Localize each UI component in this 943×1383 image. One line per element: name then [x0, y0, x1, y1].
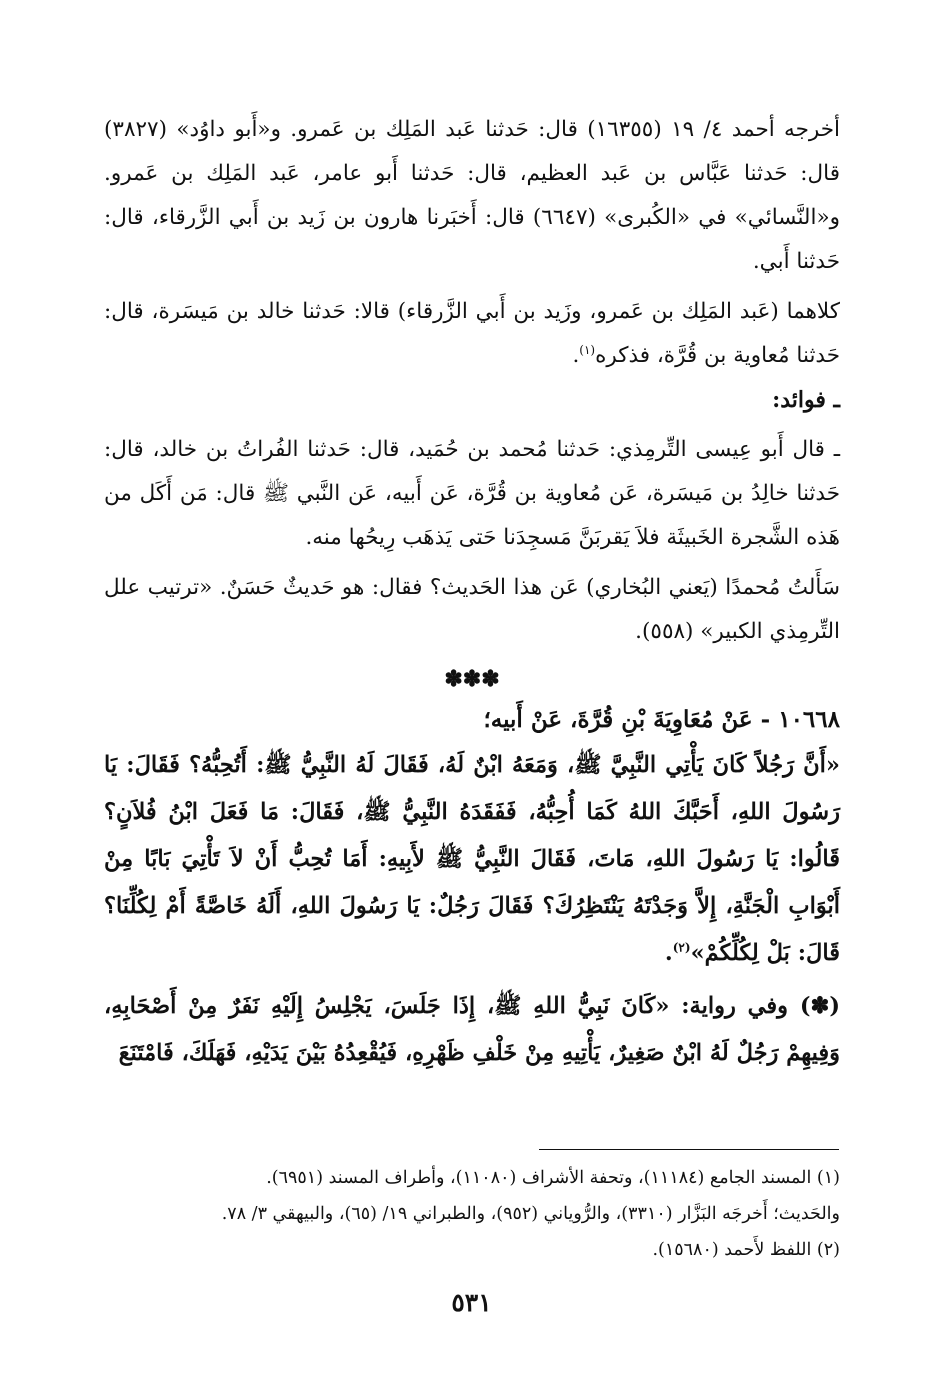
page-number: ٥٣١	[451, 1288, 492, 1317]
footnote-2: (٢) اللفظ لأَحمد (١٥٦٨٠).	[652, 1240, 840, 1260]
section-divider-stars: ✽✽✽	[444, 666, 500, 692]
footnote-ref-1[interactable]: (١)	[579, 342, 596, 357]
hadith-body: «أَنَّ رَجُلاً كَانَ يَأْتِي النَّبِيَّ ﷺ، وَمَعَهُ ابْنٌ لَهُ، فَقَالَ لَهُ النَّبِيُّ ﷺ: أَتُحِبُّهُ؟ فَقَالَ: يَا رَسُولَ اللهِ، أَحَبَّكَ اللهُ كَمَا أُحِبُّهُ، فَفَقَدَهُ النَّبِيُّ ﷺ، فَقَالَ: مَا فَعَلَ ابْنُ فُلاَنٍ؟ قَالُوا: يَا رَسُولَ اللهِ، مَاتَ، فَقَالَ النَّبِيُّ ﷺ لأَبِيهِ: أَمَا تُحِبُّ أَنْ لاَ تَأْتِيَ بَابًا مِنْ أَبْوَابِ الْجَنَّةِ، إِلاَّ وَجَدْتَهُ يَنْتَظِرُكَ؟ فَقَالَ رَجُلٌ: يَا رَسُولَ اللهِ، أَلَهُ خَاصَّةً أَمْ لِكُلِّنَا؟ قَالَ: بَلْ لِكُلِّكُمْ»	[104, 752, 840, 966]
takhrij-text: أخرجه أحمد ٤/ ١٩ (١٦٣٥٥) قال: حَدثنا عَبد المَلِك بن عَمرو. و«أَبو داوُد» (٣٨٢٧) قال: حَدثنا عَبَّاس بن عَبد العظيم، قال: حَدثنا أَبو عامر، عَبد المَلِك بن عَمرو. و«النَّسائي» في «الكُبرى» (٦٦٤٧) قال: أَخبَرنا هارون بن زَيد بن أَبي الزَّرقاء، قال: حَدثنا أَبي.	[104, 117, 841, 274]
period: .	[664, 940, 673, 966]
takhrij-paragraph	[104, 108, 840, 284]
footnotes	[104, 1160, 840, 1268]
tirmidhi-paragraph: ـ قال أَبو عِيسى التِّرمِذي: حَدثنا مُحمد بن حُمَيد، قال: حَدثنا الفُراتُ بن خالد، قال: حَدثنا خالِدُ بن مَيسَرة، عَن مُعاوية بن قُرَّة، عَن أَبيه، عَن النَّبي ﷺ قال: مَن أَكَل من هَذه الشَّجرة الخَبيثَة فلاَ يَقربَنَّ مَسجِدَنا حَتى يَذهَب رِيحُها منه.	[104, 437, 840, 550]
fawaid-heading: ـ فوائد:	[772, 387, 840, 413]
riwaya-paragraph: (✽) وفي رواية: «كَانَ نَبِيُّ اللهِ ﷺ، إِذَا جَلَسَ، يَجْلِسُ إِلَيْهِ نَفَرٌ مِنْ أَصْحَابِهِ، وَفِيهِمْ رَجُلٌ لَهُ ابْنٌ صَغِيرٌ، يَأْتِيهِ مِنْ خَلْفِ ظَهْرِهِ، فَيُقْعِدُهُ بَيْنَ يَدَيْهِ، فَهَلَكَ، فَامْتَنَعَ	[104, 993, 840, 1066]
period: .	[572, 343, 580, 368]
hadith-number-heading: ١٠٦٦٨ - عَنْ مُعَاوِيَةَ بْنِ قُرَّةَ، عَنْ أَبيه؛	[483, 706, 840, 733]
main-text	[104, 108, 840, 1077]
footnote-divider	[539, 1149, 839, 1150]
footnote-ref-2[interactable]: (٢)	[672, 940, 691, 955]
footnote-1-continued: والحَديث؛ أَخرجَه البَزَّار (٣٣١٠)، والرُّوياني (٩٥٢)، والطبراني ١٩/ (٦٥)، والبيهقي ٣/ ٧٨.	[221, 1204, 840, 1224]
bukhari-paragraph: سَأَلتُ مُحمدًا (يَعني البُخاري) عَن هذا الحَديث؟ فقال: هو حَديثٌ حَسَنٌ. «ترتيب علل التِّرمِذي الكبير» (٥٥٨).	[104, 575, 840, 644]
footnote-1: (١) المسند الجامع (١١١٨٤)، وتحفة الأشراف (١١٠٨٠)، وأطراف المسند (٦٩٥١).	[266, 1168, 840, 1188]
kilahuma-text: كلاهما (عَبد المَلِك بن عَمرو، وزَيد بن أَبي الزَّرقاء) قالا: حَدثنا خالد بن مَيسَرة، قال: حَدثنا مُعاوية بن قُرَّة، فذكره	[104, 299, 840, 368]
kilahuma-paragraph	[104, 290, 840, 378]
hadith-text	[104, 742, 840, 977]
